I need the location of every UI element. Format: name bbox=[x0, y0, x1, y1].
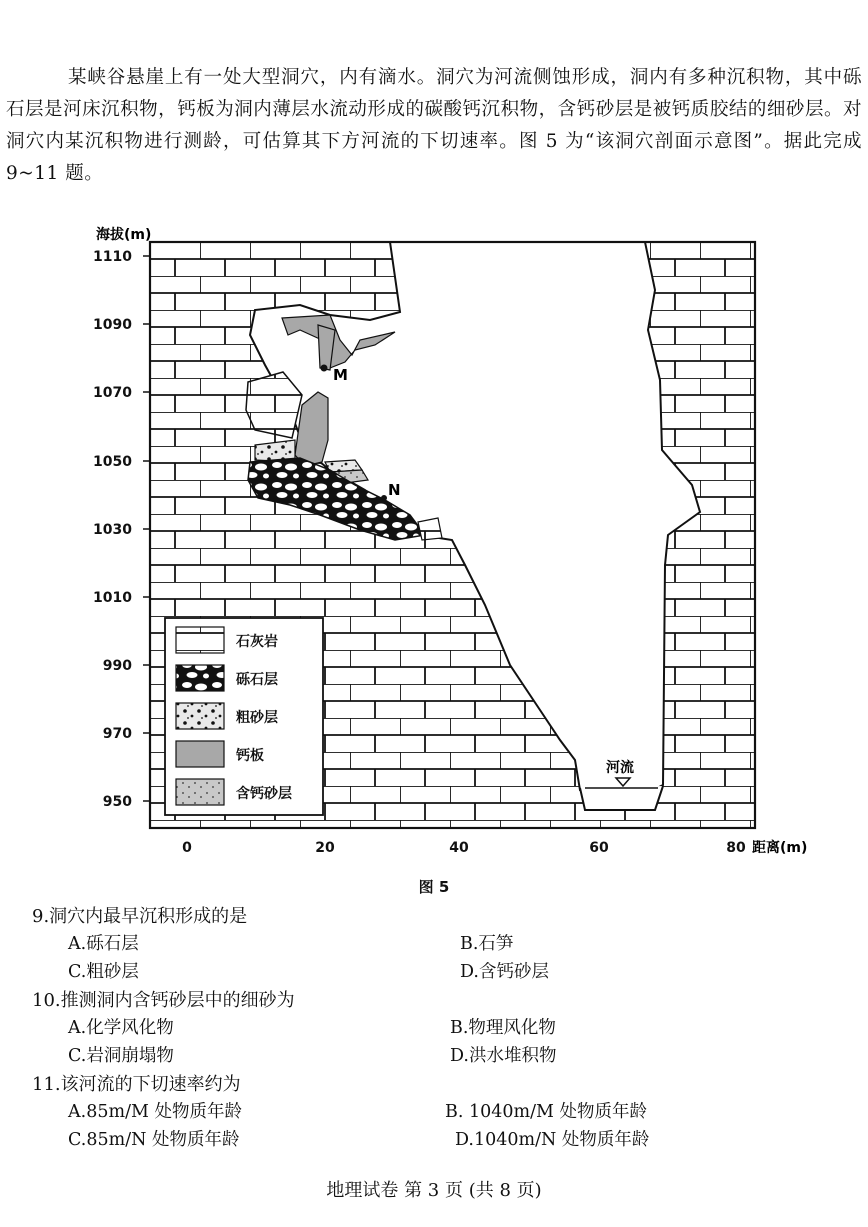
legend-label: 含钙砂层 bbox=[236, 786, 292, 802]
question-stem: 9.洞穴内最早沉积形成的是 bbox=[32, 906, 248, 927]
y-tick: 1030 bbox=[93, 522, 132, 538]
river-channel bbox=[580, 786, 663, 810]
x-tick: 80 bbox=[726, 840, 746, 856]
x-tick: 20 bbox=[315, 840, 335, 856]
question-option: D.1040m/N 处物质年龄 bbox=[455, 1130, 650, 1150]
question-stem: 11.该河流的下切速率约为 bbox=[32, 1074, 241, 1095]
question-option: D.洪水堆积物 bbox=[450, 1046, 557, 1066]
cave-profile-svg bbox=[0, 218, 868, 868]
question-option: C.岩洞崩塌物 bbox=[68, 1046, 174, 1066]
y-tick: 1010 bbox=[93, 590, 132, 606]
question-option: D.含钙砂层 bbox=[460, 962, 549, 982]
y-tick: 950 bbox=[102, 794, 132, 810]
x-tick: 60 bbox=[589, 840, 609, 856]
cave-profile-figure bbox=[0, 218, 868, 868]
y-tick: 1050 bbox=[93, 454, 132, 470]
x-axis-label: 距离(m) bbox=[752, 840, 808, 856]
legend-label: 粗砂层 bbox=[236, 710, 278, 726]
question-option: C.粗砂层 bbox=[68, 962, 139, 982]
intro-paragraph: 某峡谷悬崖上有一处大型洞穴，内有滴水。洞穴为河流侧蚀形成，洞内有多种沉积物，其中砾石层是河床沉积物，钙板为洞内薄层水流动形成的碳酸钙沉积物，含钙砂层是被钙质胶结的细砂层。对洞穴内某沉积物进行测龄，可估算其下方河流的下切速率。图 5 为“该洞穴剖面示意图”。据此完成 9~11 题。 bbox=[6, 67, 862, 184]
legend-swatch-calcareous-sand bbox=[176, 779, 224, 805]
x-tick: 40 bbox=[449, 840, 469, 856]
legend-swatch-calcium-plate bbox=[176, 741, 224, 767]
legend-swatch-coarse-sand bbox=[176, 703, 224, 729]
y-tick: 1090 bbox=[93, 317, 132, 333]
x-tick: 0 bbox=[182, 840, 192, 856]
label-m: M bbox=[333, 366, 348, 384]
legend-label: 石灰岩 bbox=[236, 634, 278, 650]
legend-label: 砾石层 bbox=[236, 672, 278, 688]
y-tick: 970 bbox=[102, 726, 132, 742]
question-option: A.化学风化物 bbox=[68, 1018, 174, 1038]
question-option: A.85m/M 处物质年龄 bbox=[68, 1102, 242, 1122]
label-n: N bbox=[388, 481, 401, 499]
y-axis-label: 海拔(m) bbox=[96, 227, 152, 243]
legend-swatch-limestone bbox=[176, 627, 224, 653]
question-option: A.砾石层 bbox=[68, 934, 139, 954]
page-footer: 地理试卷 第 3 页 (共 8 页) bbox=[326, 1180, 542, 1201]
point-m-marker bbox=[321, 365, 328, 372]
y-tick: 1110 bbox=[93, 249, 132, 265]
y-tick: 1070 bbox=[93, 385, 132, 401]
legend-swatch-gravel bbox=[176, 665, 224, 691]
question-option: C.85m/N 处物质年龄 bbox=[68, 1130, 240, 1150]
question-option: B.物理风化物 bbox=[450, 1018, 556, 1038]
legend-label: 钙板 bbox=[236, 748, 264, 764]
question-option: B.石笋 bbox=[460, 934, 514, 954]
question-stem: 10.推测洞内含钙砂层中的细砂为 bbox=[32, 990, 295, 1011]
legend bbox=[165, 618, 323, 815]
figure-caption: 图 5 bbox=[418, 878, 450, 896]
point-n-marker bbox=[381, 495, 387, 501]
river-label: 河流 bbox=[606, 760, 634, 776]
question-option: B. 1040m/M 处物质年龄 bbox=[445, 1102, 647, 1122]
y-tick: 990 bbox=[102, 658, 132, 674]
